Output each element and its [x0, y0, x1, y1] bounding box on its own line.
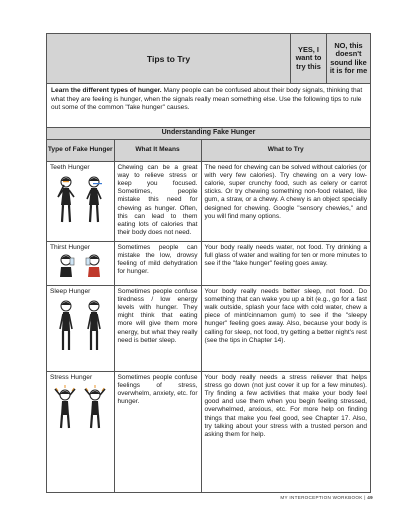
- intro-body: Many people can be confused about their body signals, thinking that what they are feeling is hunger, when the signals really mean something else. Use the following tips to rule out some of the common "fake hunger" causes.: [51, 87, 363, 112]
- person-drinking-icon: [82, 253, 106, 277]
- tired-person-icon: [54, 299, 78, 353]
- hunger-means-cell: Chewing can be a great way to relieve stress or keep you focused. Sometimes, people mistake this need for chewing as hunger. Often, this can lead to them eating lots of calories that their body does not need.: [114, 161, 201, 241]
- col-means-header: What It Means: [114, 139, 201, 161]
- section-title: Understanding Fake Hunger: [47, 128, 370, 139]
- stressed-person-icon: [82, 385, 108, 429]
- column-header-row: [47, 139, 370, 161]
- intro-bold: Learn the different types of hunger.: [51, 87, 162, 94]
- person-with-straw-icon: [82, 175, 106, 225]
- no-column-header: NO, this doesn't sound like it is for me: [327, 34, 371, 84]
- tips-title: Tips to Try: [47, 34, 291, 84]
- stressed-person-icon: [52, 385, 78, 429]
- hunger-type-label: Sleep Hunger: [50, 287, 91, 295]
- table-row: [47, 241, 370, 285]
- page-footer: [280, 495, 373, 500]
- person-chewing-icon: [54, 175, 78, 225]
- intro-row: [47, 84, 371, 128]
- fake-hunger-table: [47, 128, 370, 492]
- tired-person-icon: [82, 299, 106, 353]
- hunger-means-cell: Sometimes people confuse tiredness / low energy levels with hunger. They might think that eating more will give them more energy, but what they really need is better sleep.: [114, 285, 201, 371]
- person-drinking-icon: [54, 253, 78, 277]
- hunger-type-cell: [47, 285, 114, 371]
- hunger-type-cell: [47, 241, 114, 285]
- hunger-type-label: Teeth Hunger: [50, 163, 90, 171]
- table-row: [47, 371, 370, 492]
- hunger-try-cell: The need for chewing can be solved without calories (or with very few calories). Try chewing on a very low-calorie, super crunchy food, such as celery or carrot sticks. Or try chewing something non-food related, like gum, a straw, or a chewy. A chewy is an object specially designed for chewing. Google "sensory chewies," and you will find many options.: [201, 161, 370, 241]
- tips-table: [46, 33, 371, 493]
- footer-separator: |: [362, 495, 368, 500]
- table-row: [47, 161, 370, 241]
- hunger-try-cell: Your body really needs water, not food. Try drinking a full glass of water and waiting for ten or more minutes to see if the "fake hunger" feeling goes away.: [201, 241, 370, 285]
- hunger-means-cell: Sometimes people confuse feelings of stress, overwhelm, anxiety, etc. for hunger.: [114, 371, 201, 492]
- page-number: 49: [367, 495, 373, 500]
- hunger-try-cell: Your body really needs better sleep, not food. Do something that can wake you up a bit (e.g., go for a fast walk outside, splash your face with cold water, chew a piece of mint/cinnamon gum) to see if the "sleepy hunger" feeling goes away. Also, because your body is calling for sleep, not food, try getting a better night's rest (see the tips in Chapter 14).: [201, 285, 370, 371]
- header-row: [47, 34, 371, 84]
- hunger-type-cell: [47, 371, 114, 492]
- intro-text: [47, 84, 371, 128]
- hunger-type-cell: [47, 161, 114, 241]
- hunger-type-label: Stress Hunger: [50, 373, 93, 381]
- fake-hunger-section: [47, 128, 371, 493]
- hunger-type-label: Thirst Hunger: [50, 243, 90, 251]
- hunger-means-cell: Sometimes people can mistake the low, drowsy feeling of mild dehydration for hunger.: [114, 241, 201, 285]
- col-type-header: Type of Fake Hunger: [47, 139, 114, 161]
- col-try-header: What to Try: [201, 139, 370, 161]
- hunger-try-cell: Your body really needs a stress reliever that helps stress go down (not just cover it up for a few minutes). Try finding a few activities that make your body feel good and use them when you begin feeling stressed, overwhelmed, anxious, etc. For more help on finding things that make you feel good, see Chapter 17. Also, try talking about your stress with a trusted person and asking them for help.: [201, 371, 370, 492]
- book-title: MY INTEROCEPTION WORKBOOK: [280, 495, 363, 500]
- yes-column-header: YES, I want to try this: [291, 34, 327, 84]
- table-row: [47, 285, 370, 371]
